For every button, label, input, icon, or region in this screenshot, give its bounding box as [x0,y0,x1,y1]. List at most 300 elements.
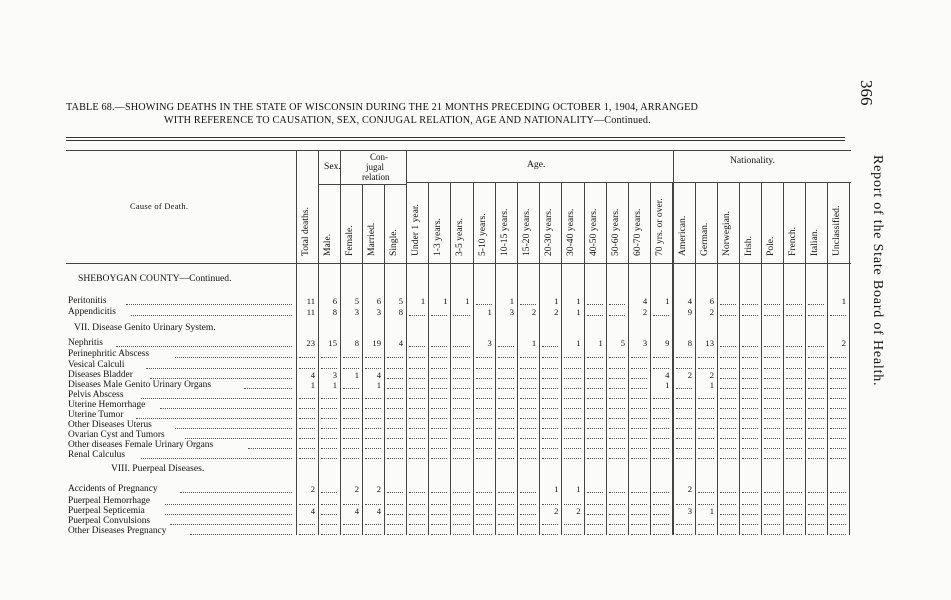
empty-cell [742,378,758,379]
row-label: Nephritis [68,338,103,348]
table-cell: 4 [665,370,670,380]
empty-cell [409,418,425,419]
empty-cell [542,418,558,419]
empty-cell [409,398,425,399]
empty-cell [609,438,625,439]
empty-cell [299,524,315,525]
empty-cell [564,378,580,379]
empty-cell [808,346,824,347]
row-label: Puerpeal Septicemia [68,506,145,516]
column-divider [517,182,518,535]
empty-cell [409,534,425,535]
empty-cell [587,448,603,449]
empty-cell [698,534,714,535]
table-cell: 1 [531,338,537,348]
empty-cell [476,448,492,449]
empty-cell [698,428,714,429]
empty-cell [365,524,381,525]
table-cell: 1 [554,484,559,494]
section-county: SHEBOYGAN COUNTY—Continued. [78,273,232,284]
empty-cell [409,492,425,493]
leader-dots [185,438,292,439]
empty-cell [365,398,381,399]
empty-cell [520,398,536,399]
empty-cell [321,428,337,429]
table-cell: 3 [642,338,648,348]
empty-cell [808,388,824,389]
running-head: Report of the State Board of Health. [870,155,885,387]
column-header-nationality: Pole. [765,236,776,256]
column-header-age: 70 yrs. or over. [654,198,666,256]
empty-cell [564,398,580,399]
table-cell: 19 [372,338,381,348]
empty-cell [830,428,846,429]
title-rule-top [66,137,845,138]
table-cell: 23 [306,338,315,348]
empty-cell [631,534,647,535]
empty-cell [520,448,536,449]
empty-cell [720,428,736,429]
empty-cell [808,534,824,535]
empty-cell [720,304,736,305]
empty-cell [542,524,558,525]
empty-cell [631,438,647,439]
empty-cell [587,368,603,369]
empty-cell [431,357,447,358]
empty-cell [409,346,425,347]
row-label: Peritonitis [68,296,107,306]
empty-cell [609,418,625,419]
table-cell: 6 [332,296,337,306]
empty-cell [299,357,315,358]
empty-cell [476,438,492,439]
empty-cell [698,524,714,525]
empty-cell [808,368,824,369]
empty-cell [476,524,492,525]
empty-cell [564,368,580,369]
empty-cell [498,492,514,493]
empty-cell [409,378,425,379]
empty-cell [786,315,802,316]
empty-cell [786,428,802,429]
empty-cell [742,534,758,535]
empty-cell [520,368,536,369]
empty-cell [676,438,692,439]
empty-cell [431,492,447,493]
empty-cell [564,438,580,439]
empty-cell [365,428,381,429]
empty-cell [609,378,625,379]
row-label: Vesical Calculi [68,360,125,370]
empty-cell [764,346,780,347]
empty-cell [321,524,337,525]
empty-cell [453,438,469,439]
table-cell: 4 [354,506,359,516]
empty-cell [520,492,536,493]
empty-cell [431,378,447,379]
empty-cell [830,357,846,358]
empty-cell [453,448,469,449]
empty-cell [676,398,692,399]
empty-cell [720,514,736,515]
table-cell: 2 [576,506,581,516]
empty-cell [720,378,736,379]
empty-cell [564,534,580,535]
empty-cell [564,408,580,409]
empty-cell [830,438,846,439]
empty-cell [609,388,625,389]
empty-cell [742,458,758,459]
empty-cell [299,438,315,439]
empty-cell [676,504,692,505]
empty-cell [808,408,824,409]
empty-cell [564,418,580,419]
empty-cell [653,428,669,429]
table-cell: 2 [709,307,714,317]
title-rule-bottom [66,140,845,141]
empty-cell [343,408,359,409]
column-header-age: 40-50 years. [587,208,599,256]
empty-cell [698,357,714,358]
row-label: Perinephritic Abscess [68,349,149,359]
empty-cell [786,524,802,525]
empty-cell [676,408,692,409]
age-header: Age. [527,159,546,170]
subgroup-rule [406,182,851,183]
column-header-nationality: Italian. [809,229,820,256]
column-header-age: 3-5 years. [454,218,466,256]
table-cell: 8 [354,338,359,348]
empty-cell [698,492,714,493]
empty-cell [343,357,359,358]
empty-cell [764,428,780,429]
empty-cell [764,534,780,535]
empty-cell [387,408,403,409]
empty-cell [431,408,447,409]
empty-cell [830,534,846,535]
empty-cell [409,357,425,358]
empty-cell [299,408,315,409]
empty-cell [564,504,580,505]
leader-dots [180,492,292,493]
empty-cell [453,398,469,399]
empty-cell [742,448,758,449]
table-cell: 1 [576,338,581,348]
empty-cell [498,378,514,379]
empty-cell [476,398,492,399]
table-cell: 1 [487,307,492,317]
empty-cell [698,458,714,459]
empty-cell [542,428,558,429]
empty-cell [453,408,469,409]
empty-cell [387,418,403,419]
column-divider [584,182,585,535]
empty-cell [720,346,736,347]
empty-cell [830,408,846,409]
empty-cell [676,357,692,358]
empty-cell [409,458,425,459]
row-label: Pelvis Abscess [68,390,124,400]
empty-cell [409,408,425,409]
empty-cell [498,448,514,449]
table-cell: 13 [705,338,714,348]
empty-cell [609,504,625,505]
table-cell: 11 [306,296,315,306]
column-header-age: 5-10 years. [476,213,488,256]
empty-cell [498,534,514,535]
empty-cell [742,346,758,347]
row-label: Diseases Bladder [68,370,133,380]
empty-cell [587,408,603,409]
table-cell: 1 [554,296,559,306]
empty-cell [365,357,381,358]
empty-cell [564,428,580,429]
empty-cell [498,418,514,419]
empty-cell [453,504,469,505]
empty-cell [653,524,669,525]
empty-cell [720,458,736,459]
empty-cell [498,398,514,399]
column-divider [428,182,429,535]
empty-cell [631,524,647,525]
empty-cell [542,368,558,369]
nationality-header: Nationality. [730,155,775,166]
empty-cell [786,418,802,419]
empty-cell [431,418,447,419]
cause-of-death-header: Cause of Death. [130,202,189,211]
row-label: Other Diseases Uterus [68,420,152,430]
empty-cell [431,524,447,525]
empty-cell [653,534,669,535]
empty-cell [431,428,447,429]
empty-cell [786,304,802,305]
empty-cell [764,492,780,493]
empty-cell [653,398,669,399]
empty-cell [786,408,802,409]
table-cell: 3 [687,506,692,516]
leader-dots [248,448,292,449]
empty-cell [676,524,692,525]
empty-cell [587,438,603,439]
empty-cell [720,315,736,316]
empty-cell [808,504,824,505]
empty-cell [321,398,337,399]
row-label: Other diseases Female Urinary Organs [68,440,214,450]
empty-cell [520,534,536,535]
empty-cell [653,458,669,459]
table-cell: 2 [354,484,359,494]
column-header-female: Female. [344,225,355,256]
empty-cell [520,524,536,525]
empty-cell [786,448,802,449]
empty-cell [587,357,603,358]
column-divider [495,182,496,535]
empty-cell [409,504,425,505]
empty-cell [453,428,469,429]
empty-cell [830,315,846,316]
empty-cell [786,458,802,459]
empty-cell [808,315,824,316]
empty-cell [587,378,603,379]
empty-cell [431,458,447,459]
empty-cell [720,418,736,419]
empty-cell [343,418,359,419]
empty-cell [764,388,780,389]
empty-cell [808,448,824,449]
empty-cell [830,418,846,419]
empty-cell [720,448,736,449]
empty-cell [698,418,714,419]
column-divider [695,182,696,535]
empty-cell [609,398,625,399]
empty-cell [343,398,359,399]
empty-cell [498,504,514,505]
table-cell: 2 [709,370,714,380]
table-title [66,101,856,127]
title-line-1: TABLE 68.—SHOWING DEATHS IN THE STATE OF WISCONSIN DURING THE 21 MONTHS PRECEDING OCTOBER 1, 1904, ARRANGED [66,102,698,113]
table-cell: 1 [420,296,426,306]
empty-cell [498,368,514,369]
table-cell: 1 [841,296,846,306]
empty-cell [631,504,647,505]
table-cell: 6 [376,296,381,306]
row-label: Ovarian Cyst and Tumors [68,430,165,440]
table-cell: 4 [642,296,648,306]
section-puerpeal: VIII. Puerpeal Diseases. [111,463,205,474]
empty-cell [653,492,669,493]
table-cell: 2 [841,338,846,348]
table-cell: 9 [665,338,670,348]
empty-cell [387,448,403,449]
column-divider [761,182,762,535]
empty-cell [431,315,447,316]
empty-cell [431,388,447,389]
empty-cell [520,304,536,305]
leader-dots [175,428,292,429]
table-cell: 1 [465,296,470,306]
empty-cell [542,534,558,535]
empty-cell [498,458,514,459]
empty-cell [830,378,846,379]
leader-dots [160,408,292,409]
group-divider-age [406,150,407,535]
empty-cell [587,315,603,316]
empty-cell [542,357,558,358]
empty-cell [453,315,469,316]
empty-cell [742,492,758,493]
empty-cell [698,504,714,505]
empty-cell [676,418,692,419]
empty-cell [453,346,469,347]
empty-cell [786,492,802,493]
table-cell: 1 [598,338,603,348]
leader-dots [190,534,292,535]
empty-cell [453,357,469,358]
column-header-age: 60-70 years. [632,208,643,256]
empty-cell [587,458,603,459]
empty-cell [676,534,692,535]
empty-cell [299,398,315,399]
empty-cell [653,315,669,316]
row-label: Puerpeal Convulsions [68,516,151,526]
empty-cell [631,428,647,429]
empty-cell [631,378,647,379]
page-number: 366 [857,80,876,106]
empty-cell [343,438,359,439]
empty-cell [786,378,802,379]
empty-cell [476,492,492,493]
empty-cell [676,458,692,459]
column-header-total: Total deaths. [300,207,311,256]
column-header-nationality: Unclassified. [831,205,842,256]
table-cell: 8 [332,307,337,317]
empty-cell [786,514,802,515]
empty-cell [453,418,469,419]
empty-cell [476,514,492,515]
leader-dots [146,368,293,369]
empty-cell [742,514,758,515]
sex-header: Sex. [324,161,341,172]
row-label: Diseases Male Genito Urinary Organs [68,380,212,390]
empty-cell [321,492,337,493]
empty-cell [343,368,359,369]
empty-cell [587,524,603,525]
empty-cell [587,418,603,419]
empty-cell [498,428,514,429]
empty-cell [764,378,780,379]
empty-cell [720,504,736,505]
empty-cell [343,388,359,389]
empty-cell [387,398,403,399]
empty-cell [365,368,381,369]
empty-cell [653,438,669,439]
empty-cell [653,368,669,369]
empty-cell [609,315,625,316]
empty-cell [409,514,425,515]
empty-cell [720,492,736,493]
empty-cell [653,514,669,515]
empty-cell [520,514,536,515]
empty-cell [653,408,669,409]
empty-cell [498,388,514,389]
column-header-age: Under 1 year. [410,204,421,256]
empty-cell [830,492,846,493]
empty-cell [631,448,647,449]
column-divider [827,182,828,535]
table-cell: 1 [709,380,714,390]
empty-cell [321,514,337,515]
empty-cell [476,428,492,429]
column-header-nationality: French. [787,226,798,256]
table-cell: 2 [554,307,559,317]
empty-cell [830,388,846,389]
empty-cell [631,398,647,399]
leader-dots [165,504,292,505]
empty-cell [653,418,669,419]
empty-cell [431,398,447,399]
empty-cell [830,514,846,515]
empty-cell [387,428,403,429]
table-cell: 8 [398,307,403,317]
empty-cell [431,534,447,535]
empty-cell [564,448,580,449]
empty-cell [720,438,736,439]
empty-cell [542,458,558,459]
empty-cell [498,524,514,525]
table-cell: 2 [642,307,648,317]
empty-cell [631,368,647,369]
column-header-age: 15-20 years. [521,208,532,256]
